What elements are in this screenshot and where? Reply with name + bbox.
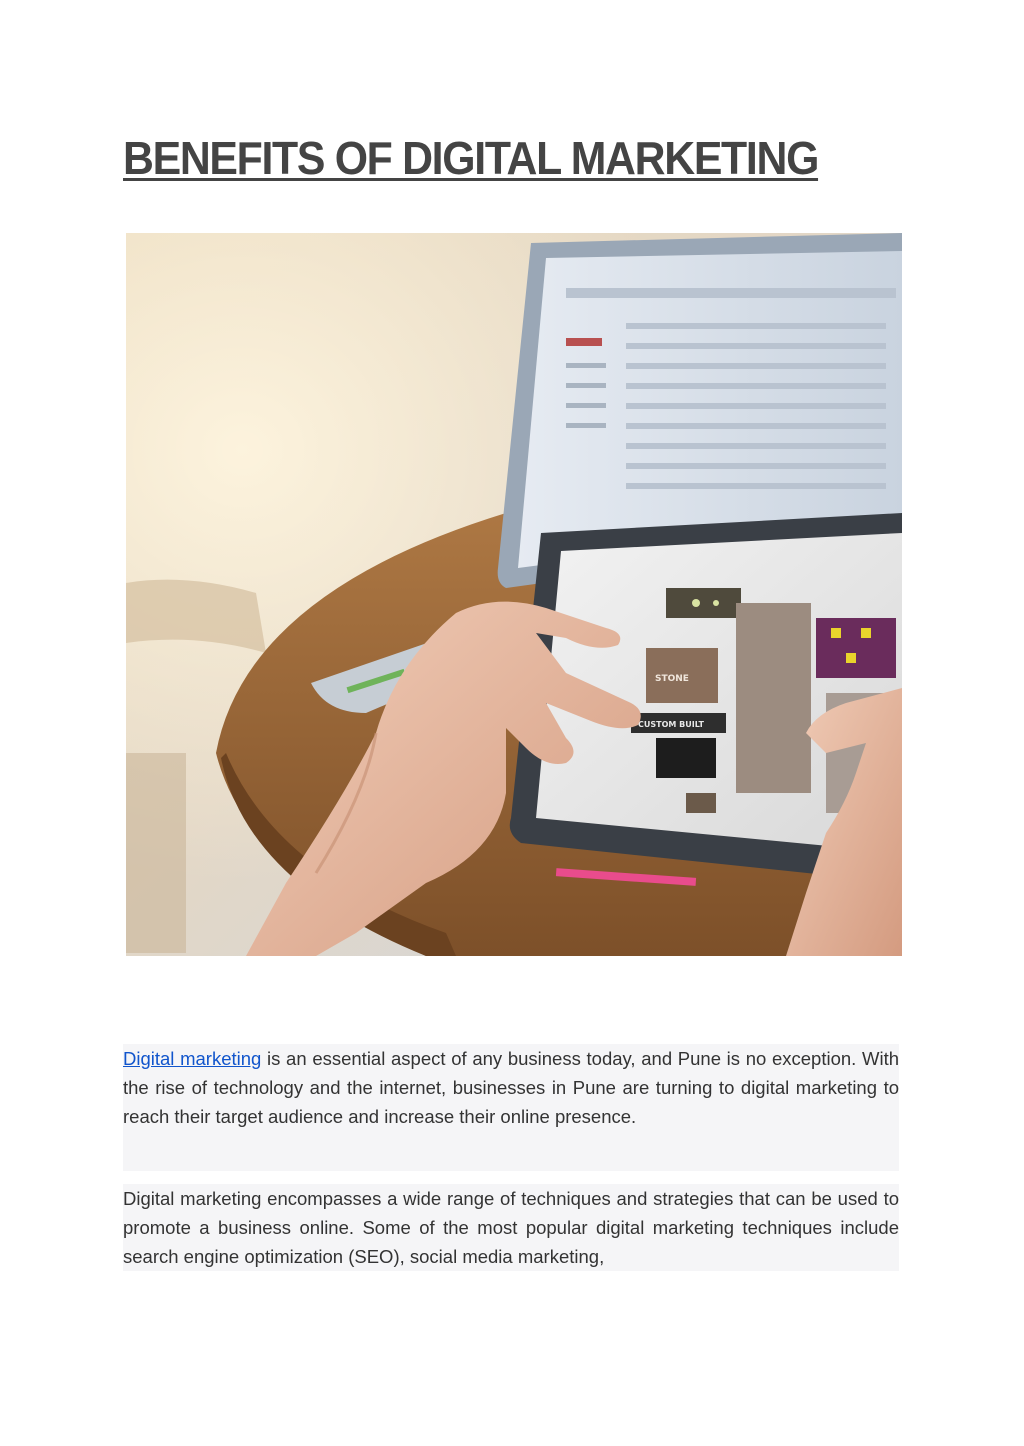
svg-text:STONE: STONE [655,674,689,684]
digital-marketing-link[interactable]: Digital marketing [123,1048,262,1069]
page-title: BENEFITS OF DIGITAL MARKETING [123,132,819,184]
intro-paragraph [123,1044,899,1171]
intro-paragraph-text: is an essential aspect of any business today, and Pune is no exception. With the rise of technology and the internet, businesses in Pune are turning to digital marketing to reach their target audience and increase their online presence. [123,1048,899,1127]
techniques-paragraph: Digital marketing encompasses a wide range of techniques and strategies that can be used to promote a business online. Some of the most popular digital marketing techniques include search engine optimization (SEO), social media marketing, [123,1184,899,1271]
svg-text:CUSTOM BUILT: CUSTOM BUILT [638,720,704,729]
hero-photo [126,233,902,956]
